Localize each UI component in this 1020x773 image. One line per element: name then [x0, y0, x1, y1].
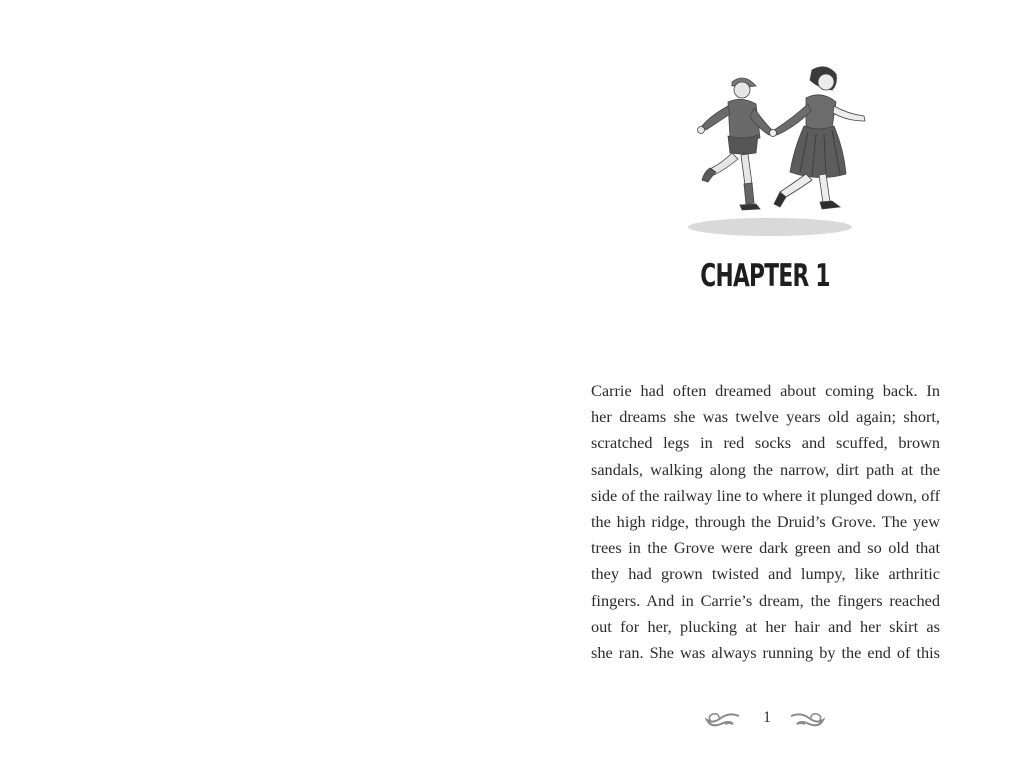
girl-and-boy-running-illustration	[670, 62, 880, 242]
body-text	[591, 378, 940, 666]
text-line: sandals, walking along the narrow, dirt path at the	[591, 459, 940, 479]
right-page	[510, 0, 1020, 773]
text-line: she ran. She was always running by the end of this	[591, 642, 940, 662]
chapter-title: CHAPTER 1	[700, 258, 830, 294]
text-line: trees in the Grove were dark green and so old that	[591, 538, 940, 558]
text-line: side of the railway line to where it plunged down, off	[591, 485, 940, 505]
swirl-ornament-icon	[789, 710, 825, 730]
page-footer	[705, 706, 829, 736]
page-number: 1	[763, 709, 771, 726]
text-line: the high ridge, through the Druid’s Grove. The yew	[591, 511, 940, 531]
text-line: scratched legs in red socks and scuffed, brown	[591, 433, 940, 453]
text-line: Carrie had often dreamed about coming back. In	[591, 381, 940, 400]
text-line: out for her, plucking at her hair and her skirt as	[591, 616, 940, 636]
text-line: her dreams she was twelve years old again; short,	[591, 407, 940, 427]
text-line: they had grown twisted and lumpy, like arthritic	[591, 564, 940, 584]
text-line: fingers. And in Carrie’s dream, the fingers reached	[591, 590, 940, 610]
